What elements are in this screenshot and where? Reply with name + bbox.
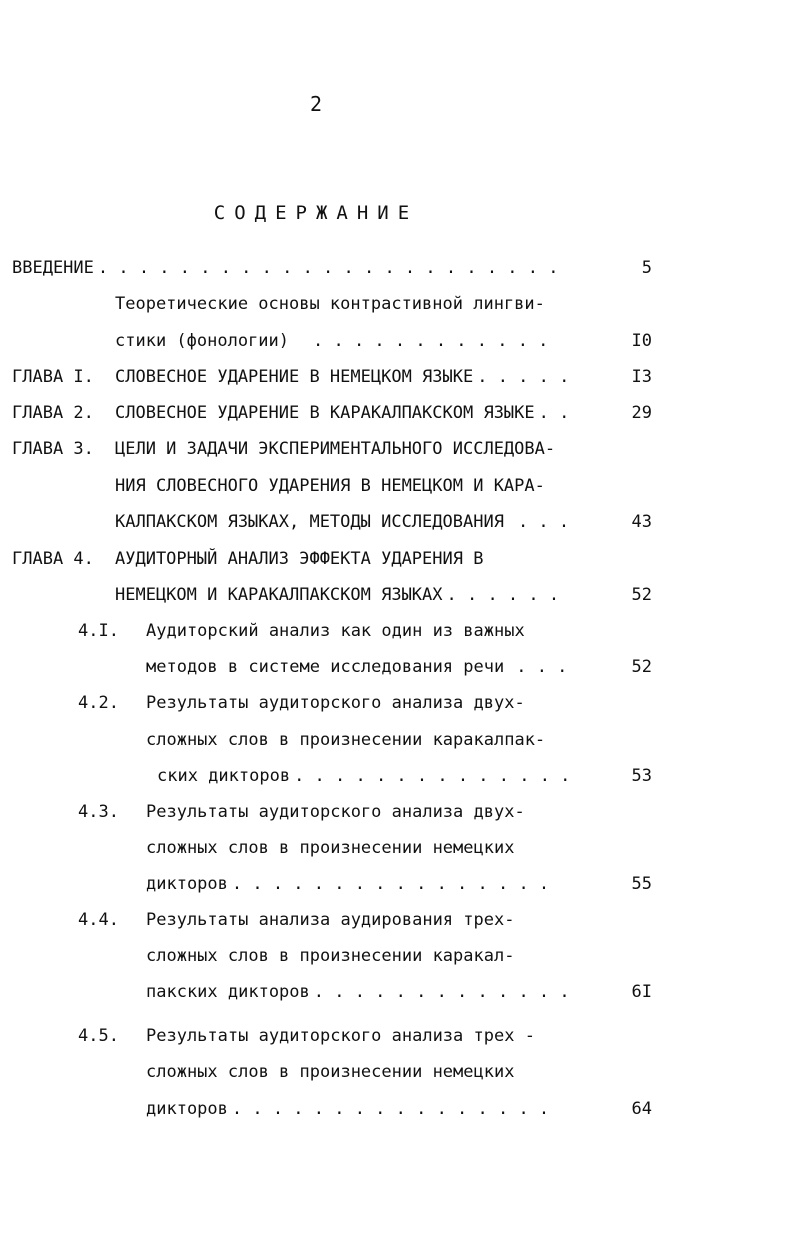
chapter-label: ГЛАВА I. [12,367,94,387]
toc-entry-title: Результаты анализа аудирования трех- [146,910,515,930]
toc-entry-title: ских дикторов [157,766,291,786]
toc-entry-title: АУДИТОРНЫЙ АНАЛИЗ ЭФФЕКТА УДАРЕНИЯ В [115,549,484,569]
toc-page-number: 43 [631,512,652,532]
toc-leader-dots: . . . . . . . . . . . . [313,331,549,351]
toc-page-number: 52 [631,657,652,677]
toc-entry-title: пакских дикторов [146,982,310,1002]
toc-leader-dots: . . . . . . . . . . . . . . . . [231,874,550,894]
toc-entry-section-4-5[interactable] [78,1022,535,1050]
toc-page-number: 5 [641,258,652,278]
toc-entry-chapter-3-line3[interactable] [115,508,569,536]
section-number: 4.2. [78,693,119,713]
toc-entry-title: Результаты аудиторского анализа двух- [146,693,525,713]
toc-entry-title: методов в системе исследования речи [146,657,505,677]
toc-page-number: 52 [631,585,652,605]
toc-entry-section-4-3-line3[interactable] [146,870,549,898]
toc-entry-theory-line2[interactable] [115,327,548,355]
toc-entry-chapter-2[interactable] [12,399,569,427]
toc-entry-section-4-1[interactable] [78,617,525,645]
chapter-label: ГЛАВА 3. [12,439,94,459]
section-number: 4.I. [78,621,119,641]
section-number: 4.3. [78,802,119,822]
toc-entry-title: Результаты аудиторского анализа двух- [146,802,525,822]
toc-entry-title: Теоретические основы контрастивной лингви- [115,294,545,314]
toc-leader-dots: . . [538,403,570,423]
toc-leader-dots: . . . . . . . . . . . . . . . . . . . . . . . [97,258,559,278]
toc-entry-title: СЛОВЕСНОЕ УДАРЕНИЕ В НЕМЕЦКОМ ЯЗЫКЕ [115,367,474,387]
toc-entry-title: ЦЕЛИ И ЗАДАЧИ ЭКСПЕРИМЕНТАЛЬНОГО ИССЛЕДОВА- [115,439,556,459]
toc-entry-section-4-4-line2[interactable] [146,942,514,970]
toc-entry-title: НИЯ СЛОВЕСНОГО УДАРЕНИЯ В НЕМЕЦКОМ И КАРА- [115,476,545,496]
toc-entry-title: КАЛПАКСКОМ ЯЗЫКАХ, МЕТОДЫ ИССЛЕДОВАНИЯ [115,512,504,532]
toc-entry-title: дикторов [146,1099,228,1119]
toc-entry-title: сложных слов в произнесении каракал- [146,946,515,966]
toc-entry-title: НЕМЕЦКОМ И КАРАКАЛПАКСКОМ ЯЗЫКАХ [115,585,443,605]
chapter-label: ГЛАВА 4. [12,549,94,569]
toc-entry-title: Результаты аудиторского анализа трех - [146,1026,535,1046]
toc-entry-title: ВВЕДЕНИЕ [12,258,94,278]
toc-leader-dots: . . . . . . . . . . . . . . . . [231,1099,550,1119]
toc-entry-title: СЛОВЕСНОЕ УДАРЕНИЕ В КАРАКАЛПАКСКОМ ЯЗЫКЕ [115,403,535,423]
toc-entry-title: сложных слов в произнесении немецких [146,1062,515,1082]
toc-heading: СОДЕРЖАНИЕ [213,202,419,224]
toc-leader-dots: . . . . . . . . . . . . . [313,982,570,1002]
toc-entry-title: Аудиторский анализ как один из важных [146,621,525,641]
toc-entry-title: стики (фонологии) [115,331,289,351]
toc-entry-introduction[interactable] [12,254,558,282]
toc-entry-chapter-1[interactable] [12,363,569,391]
toc-entry-title: сложных слов в произнесении немецких [146,838,515,858]
toc-leader-dots: . . . . . [477,367,570,387]
toc-leader-dots: . . . [516,657,568,677]
chapter-label: ГЛАВА 2. [12,403,94,423]
toc-entry-section-4-2-line2[interactable] [146,726,545,754]
toc-entry-section-4-2[interactable] [78,689,525,717]
toc-entry-section-4-4-line3[interactable] [146,978,570,1006]
toc-page-number: 29 [631,403,652,423]
toc-entry-section-4-3-line2[interactable] [146,834,514,862]
toc-leader-dots: . . . . . . . . . . . . . . [294,766,571,786]
toc-entry-section-4-4[interactable] [78,906,514,934]
toc-page-number: I0 [631,331,652,351]
toc-entry-title: дикторов [146,874,228,894]
toc-page-number: 6I [631,982,652,1002]
toc-entry-section-4-2-line3[interactable] [157,762,570,790]
toc-entry-chapter-4[interactable] [12,545,483,573]
toc-entry-chapter-4-line2[interactable] [115,581,559,609]
toc-page-number: 53 [631,766,652,786]
toc-leader-dots: . . . . . . [446,585,560,605]
section-number: 4.5. [78,1026,119,1046]
toc-entry-chapter-3[interactable] [12,435,555,463]
section-number: 4.4. [78,910,119,930]
page-number: 2 [309,92,323,116]
toc-entry-section-4-3[interactable] [78,798,525,826]
toc-page-number: I3 [631,367,652,387]
toc-entry-section-4-5-line3[interactable] [146,1095,549,1123]
toc-page-number: 55 [631,874,652,894]
toc-entry-section-4-5-line2[interactable] [146,1058,514,1086]
toc-entry-section-4-1-line2[interactable] [146,653,567,681]
toc-entry-theory-line1[interactable] [115,290,545,318]
toc-entry-chapter-3-line2[interactable] [115,472,545,500]
toc-leader-dots: . . . [517,512,570,532]
toc-page-number: 64 [631,1099,652,1119]
toc-entry-title: сложных слов в произнесении каракалпак- [146,730,546,750]
